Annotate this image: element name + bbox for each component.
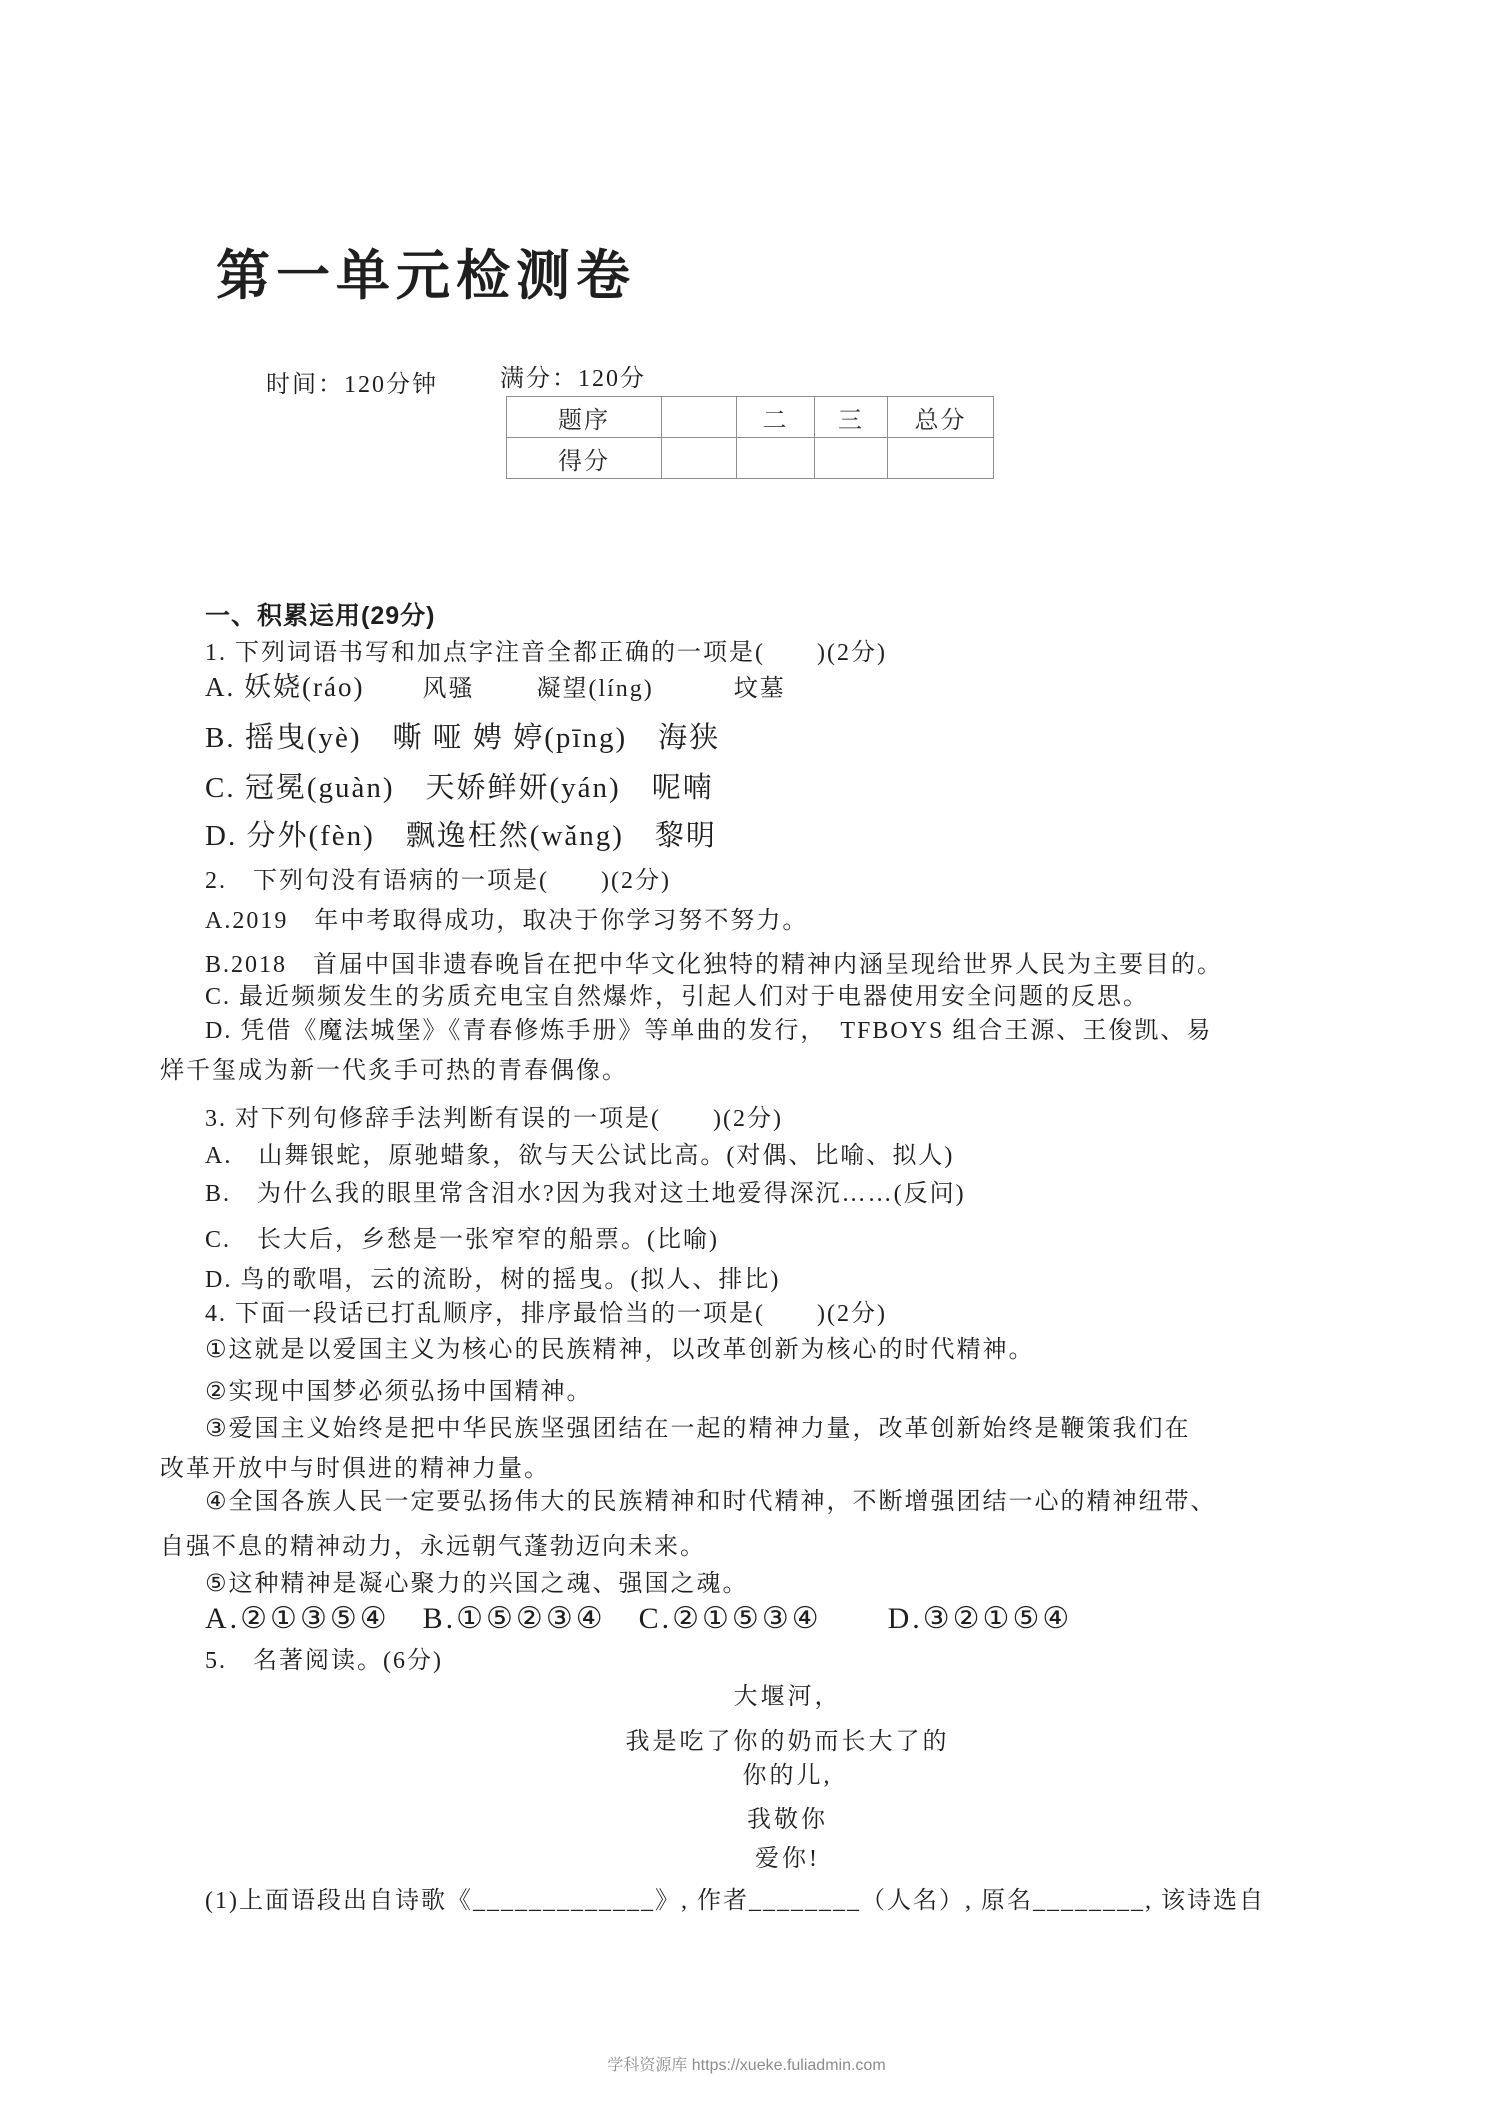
q3-stem: 3. 对下列句修辞手法判断有误的一项是( )(2分): [205, 1106, 783, 1132]
score-table-cell-part2: 二: [737, 397, 815, 438]
q4-sentence-4: ④全国各族人民一定要弘扬伟大的民族精神和时代精神，不断增强团结一心的精神纽带、: [205, 1488, 1217, 1515]
exam-title: 第一单元检测卷: [216, 246, 636, 306]
q4-stem: 4. 下面一段话已打乱顺序，排序最恰当的一项是( )(2分): [205, 1301, 887, 1327]
q4-answer-options: A.②①③⑤④ B.①⑤②③④ C.②①⑤③④ D.③②①⑤④: [205, 1602, 1073, 1635]
score-table-score-row: [507, 438, 994, 479]
score-cell-label: 得分: [507, 438, 662, 479]
score-table-header-row: [507, 397, 994, 438]
q4-sentence-5: ⑤这种精神是凝心聚力的兴国之魂、强国之魂。: [205, 1570, 749, 1597]
score-table-cell-label: 题序: [507, 397, 662, 438]
meta-time: 时间：120分钟: [266, 372, 438, 398]
q2-option-d-line1: D. 凭借《魔法城堡》《青春修炼手册》等单曲的发行， TFBOYS 组合王源、王俊凯、易: [205, 1018, 1213, 1044]
poem-line-1: 大堰河，: [733, 1684, 842, 1710]
q4-sentence-4-cont: 自强不息的精神动力，永远朝气蓬勃迈向未来。: [160, 1533, 706, 1560]
q2-option-d-line2: 烊千玺成为新一代炙手可热的青春偶像。: [160, 1058, 628, 1084]
q4-sentence-1: ①这就是以爱国主义为核心的民族精神，以改革创新为核心的时代精神。: [205, 1336, 1035, 1363]
q3-option-b: B. 为什么我的眼里常含泪水?因为我对这土地爱得深沉……(反问): [205, 1181, 966, 1207]
poem-line-5: 爱你!: [755, 1846, 820, 1872]
q1-option-c: C. 冠冕(guàn) 天娇鲜妍(yán) 呢喃: [205, 772, 714, 804]
score-table-cell-part1: [662, 397, 737, 438]
q5-subquestion-1: (1)上面语段出自诗歌《_____________》, 作者________（人名）, 原名________, 该诗选自: [205, 1888, 1265, 1914]
q1-stem: 1. 下列词语书写和加点字注音全都正确的一项是( )(2分): [205, 640, 887, 666]
q5-stem: 5. 名著阅读。(6分): [205, 1648, 443, 1674]
score-table: [506, 396, 994, 479]
q2-option-b: B.2018 首届中国非遗春晚旨在把中华文化独特的精神内涵呈现给世界人民为主要目的。: [205, 952, 1224, 978]
score-cell-blank-1: [662, 438, 737, 479]
q3-option-a: A. 山舞银蛇，原驰蜡象，欲与天公试比高。(对偶、比喻、拟人): [205, 1143, 955, 1169]
score-cell-blank-2: [737, 438, 815, 479]
q3-option-d: D. 鸟的歌唱，云的流盼，树的摇曳。(拟人、排比): [205, 1267, 781, 1293]
score-cell-blank-4: [888, 438, 994, 479]
q2-option-c: C. 最近频频发生的劣质充电宝自然爆炸，引起人们对于电器使用安全问题的反思。: [205, 984, 1150, 1010]
score-table-cell-total: 总分: [888, 397, 994, 438]
q1-option-a-word-4: 坟墓: [733, 676, 786, 702]
page-footer: 学科资源库 https://xueke.fuliadmin.com: [607, 2057, 886, 2074]
q4-sentence-3-cont: 改革开放中与时俱进的精神力量。: [160, 1455, 550, 1482]
q4-sentence-3: ③爱国主义始终是把中华民族坚强团结在一起的精神力量，改革创新始终是鞭策我们在: [205, 1415, 1191, 1442]
q1-option-a: [205, 672, 786, 704]
meta-full-score: 满分：120分: [500, 366, 646, 392]
q4-sentence-2: ②实现中国梦必须弘扬中国精神。: [205, 1378, 593, 1405]
q1-option-a-word-3: 凝望(líng): [536, 676, 654, 702]
q1-option-a-word-2: 风骚: [422, 676, 475, 702]
poem-line-3: 你的儿,: [742, 1763, 833, 1789]
q2-stem: 2. 下列句没有语病的一项是( )(2分): [205, 868, 671, 894]
q3-option-c: C. 长大后，乡愁是一张窄窄的船票。(比喻): [205, 1227, 719, 1253]
section-one-heading: 一、积累运用(29分): [205, 602, 436, 630]
score-cell-blank-3: [815, 438, 888, 479]
poem-line-2: 我是吃了你的奶而长大了的: [625, 1729, 950, 1755]
q1-option-a-word-1: A. 妖娆(ráo): [205, 672, 365, 702]
q1-option-d: D. 分外(fèn) 飘逸枉然(wǎng) 黎明: [205, 820, 717, 852]
poem-line-4: 我敬你: [747, 1807, 828, 1833]
q1-option-b: B. 摇曳(yè) 嘶 哑 娉 婷(pīng) 海狭: [205, 722, 721, 754]
q2-option-a: A.2019 年中考取得成功，取决于你学习努不努力。: [205, 908, 809, 934]
score-table-cell-part3: 三: [815, 397, 888, 438]
